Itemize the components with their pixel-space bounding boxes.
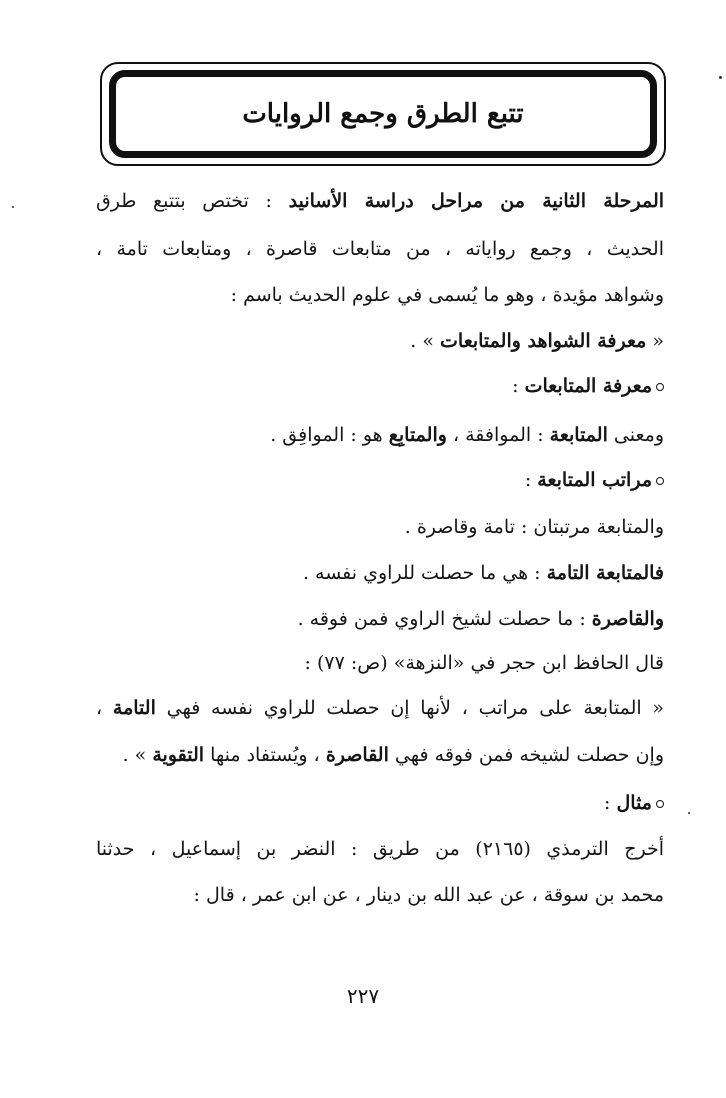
intro-line-2: الحديث ، وجمع رواياته ، من متابعات قاصرة ، ومتابعات تامة ، (96, 238, 664, 260)
quote-line-1 (96, 693, 664, 723)
text-run: ومعنى (613, 424, 664, 446)
text-run: « المتابعة على مراتب ، لأنها إن حصلت للراوي نفسه فهي (166, 697, 665, 719)
sec2-line-3 (298, 604, 664, 634)
page-number: ٢٢٧ (346, 984, 380, 1008)
text-run: : ما حصلت لشيخ الراوي فمن فوقه . (297, 608, 586, 630)
text-run: ، (96, 697, 103, 719)
text-run: : هي ما حصلت للراوي نفسه . (302, 562, 541, 584)
bold-term: فالمتابعة التامة (546, 562, 664, 584)
sec2-line-1: والمتابعة مرتبتان : تامة وقاصرة . (404, 516, 664, 538)
section-heading-text: معرفة المتابعات (524, 375, 652, 397)
example-line-2: محمد بن سوقة ، عن عبد الله بن دينار ، عن ابن عمر ، قال : (193, 884, 664, 906)
circle-bullet-icon (656, 800, 664, 808)
heading-colon: : (604, 792, 611, 814)
title-inner-border (109, 70, 657, 158)
sec2-line-4: قال الحافظ ابن حجر في «النزهة» (ص: ٧٧) : (304, 652, 664, 674)
intro-line-4 (410, 326, 664, 356)
text-run: » . (122, 744, 147, 766)
text-run: هو : الموافِق . (270, 424, 383, 446)
section-heading-mithal (604, 788, 664, 818)
text-run: وإن حصلت لشيخه فمن فوقه فهي (394, 744, 664, 766)
circle-bullet-icon (656, 477, 664, 485)
section-heading-text: مثال (616, 792, 652, 814)
scan-speck (12, 206, 14, 208)
example-line-1: أخرج الترمذي (٢١٦٥) من طريق : النضر بن إسماعيل ، حدثنا (96, 838, 664, 860)
sec1-definition-line (270, 420, 664, 450)
chapter-title: تتبع الطرق وجمع الروايات (242, 99, 524, 129)
bold-term: المتابعة (549, 424, 608, 446)
title-frame (100, 62, 666, 166)
quote-line-2 (123, 740, 664, 770)
section-heading-mutabaat (512, 371, 664, 401)
bold-term: القاصرة (325, 744, 389, 766)
sec2-line-2 (303, 558, 664, 588)
text-run: ، ويُستفاد منها (210, 744, 320, 766)
circle-bullet-icon (656, 383, 664, 391)
heading-colon: : (524, 469, 532, 491)
scan-speck (688, 812, 690, 814)
bold-term: والقاصرة (591, 608, 664, 630)
quote-close: » . (410, 330, 434, 352)
bold-term: التقوية (152, 744, 205, 766)
intro-line-1-rest: : تختص بتتبع طرق (96, 190, 272, 212)
intro-line-1 (96, 186, 664, 216)
heading-colon: : (512, 375, 519, 397)
intro-term: معرفة الشواهد والمتابعات (440, 330, 647, 352)
bold-term: والمتابِع (388, 424, 447, 446)
intro-line-3: وشواهد مؤيدة ، وهو ما يُسمى في علوم الحديث باسم : (230, 284, 664, 306)
intro-bold-phrase: المرحلة الثانية من مراحل دراسة الأسانيد (288, 190, 665, 212)
quote-open: « (652, 330, 664, 352)
scan-speck (719, 76, 722, 79)
bold-term: التامة (112, 697, 156, 719)
text-run: : الموافقة ، (452, 424, 544, 446)
section-heading-maratib (525, 465, 664, 495)
section-heading-text: مراتب المتابعة (537, 469, 652, 491)
